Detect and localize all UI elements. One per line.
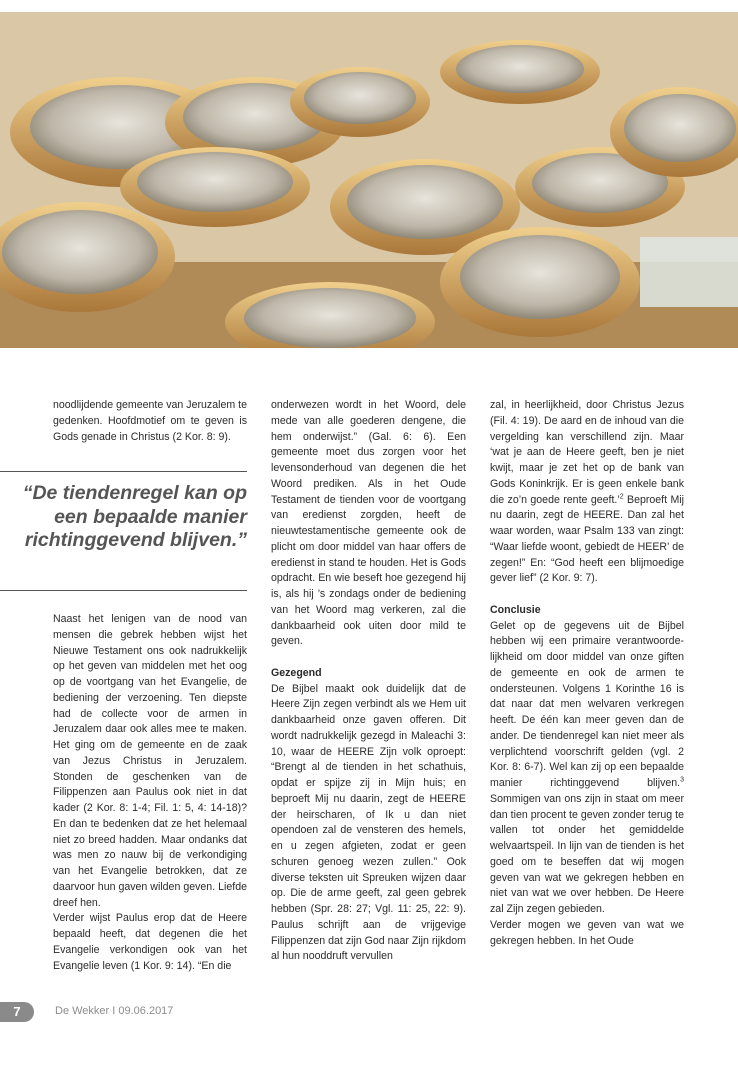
coins-photo (0, 12, 738, 348)
text-span: zal, in heerlijkheid, door Christus Jezus (Fil. 4: 19). De aard en de inhoud van die vergelding kan verschillend zijn. Maar ‘wat je aan de Heere geeft, ben je niet kwijt, maar je zet het op de bank van Gods Koninkrijk. Er is geen enkele bank die zo’n goede rente geeft.’ (490, 399, 684, 506)
coin (290, 67, 430, 137)
banknote (640, 237, 738, 307)
publication-info: De Wekker I 09.06.2017 (55, 1005, 174, 1017)
paragraph: Verder mogen we geven van wat we gekregen hebben. In het Oude (490, 918, 684, 947)
paragraph (490, 619, 684, 918)
section-heading: Conclusie (490, 603, 541, 616)
section-heading: Gezegend (271, 666, 322, 679)
column-1-top (53, 398, 247, 445)
paragraph: onderwezen wordt in het Woord, dele mede van alle goederen dengene, die hem onderwijst.” (Gal. 6: 6). Een gemeente moet dus zorgen voor het levensonderhoud van degenen die het Woord prediken. Als in het Oude Testament de tienden voor de voortgang van eredienst zorgden, heeft de nieuwtestamentische gemeente ook de plicht om door middel van haar offers de eredienst in stand te houden. Het is Gods opdracht. En wie beseft hoe gezegend hij is, als hij ’s zondags onder de bediening van het Woord mag verkeren, zal die dankbaarheid ook uiten door mild te geven. (271, 399, 466, 648)
text-span: Gelet op de gegevens uit de Bijbel hebben wij een primaire verantwoorde-lijkheid om door middel van onze giften de gemeente en ook de armen te ondersteunen. Volgens 1 Korinthe 16 is dat naar dat men welvaren verkregen heeft. De één kan meer geven dan de ander. De tiendenregel kan niet meer als verplichtend voorschrift gelden (vgl. 2 Kor. 8: 6-7). Wel kan zij op een bepaalde manier richtinggevend blijven. (490, 619, 684, 789)
pull-quote-text: “De tiendenregel kan op een bepaalde manier richtinggevend blijven.” (22, 482, 247, 551)
coin (440, 227, 640, 337)
paragraph: Naast het lenigen van de nood van mensen die gebrek hebben wijst het Nieuwe Testament ons ook nadrukkelijk op het geven van middelen met het oog op de voortgang van het Evangelie, de bediening der verzoening. Ten diepste had de collecte voor de armen in Jeruzalem daar ook alles mee te maken. Het ging om de gemeente en de zaak van Jezus Christus in Jeruzalem. Stonden de geschenken van de Filippenzen aan Paulus ook niet in dat kader (2 Kor. 8: 1-4; Fil. 1: 5, 4: 14-18)? En dan te bedenken dat ze het helemaal niet zo breed hadden. Maar ondanks dat was men zo nauw bij de verkondiging van het Evangelie betrokken, dat ze daarvoor hun gaven wilden geven. Liefde dreef hen. (53, 613, 247, 909)
column-2 (271, 398, 466, 965)
paragraph: Verder wijst Paulus erop dat de Heere bepaald heeft, dat degenen die het Evangelie verkondigen ook van het Evangelie leven (1 Kor. 9: 14). “En die (53, 912, 247, 972)
column-3 (490, 398, 684, 949)
coin (120, 147, 310, 227)
paragraph: noodlijdende gemeente van Jeruzalem te gedenken. Hoofdmotief om te geven is Gods genade in Christus (2 Kor. 8: 9). (53, 399, 247, 443)
text-span: Sommigen van ons zijn in staat om meer dan tien procent te geven zonder terug te vallen tot onder het gemiddelde welvaartspeil. In lijn van de tienden is het goed om te beseffen dat wij mogen geven van wat we gekregen hebben en niet van wat we over hebben. De Heere zal Zijn zegen gebieden. (490, 792, 684, 915)
coins-illustration (0, 12, 738, 348)
text-span: Beproeft Mij nu daarin, zegt de HEERE. Dan zal het waar worden, waar Psalm 133 van zingt: “Waar liefde woont, gebiedt de HEER’ de zegen!” En: “God heeft een blijmoedige gever lief” (2 Kor. 9: 7). (490, 493, 684, 585)
pull-quote (0, 471, 247, 591)
page-footer (0, 1002, 260, 1024)
paragraph: De Bijbel maakt ook duidelijk dat de Heere Zijn zegen verbindt als we Hem uit dankbaarheid onze gaven offeren. Dit wordt nadrukkelijk gezegd in Maleachi 3: 10, waar de HEERE Zijn volk oproept: “Brengt al de tienden in het schathuis, opdat er spijze zij in Mijn huis; en beproeft Mij nu daarin, zegt de HEERE der heirscharen, of Ik u dan niet opendoen zal de vensteren des hemels, en u zegen afgieten, zodat er geen schuren genoeg wezen zullen.” Ook diverse teksten uit Spreuken wijzen daar op. Die de arme geeft, zal geen gebrek hebben (Spr. 28: 27; Vgl. 11: 25, 22: 9). Paulus schrijft aan de vrijgevige Filippenzen dat zijn God naar Zijn rijkdom al hun nooddruft vervullen (271, 682, 466, 963)
coin (440, 40, 600, 104)
footnote-ref: 2 (619, 492, 624, 500)
paragraph (490, 398, 684, 587)
column-1-body (53, 612, 247, 974)
page-number: 7 (0, 1002, 34, 1022)
footnote-ref: 3 (680, 776, 684, 784)
